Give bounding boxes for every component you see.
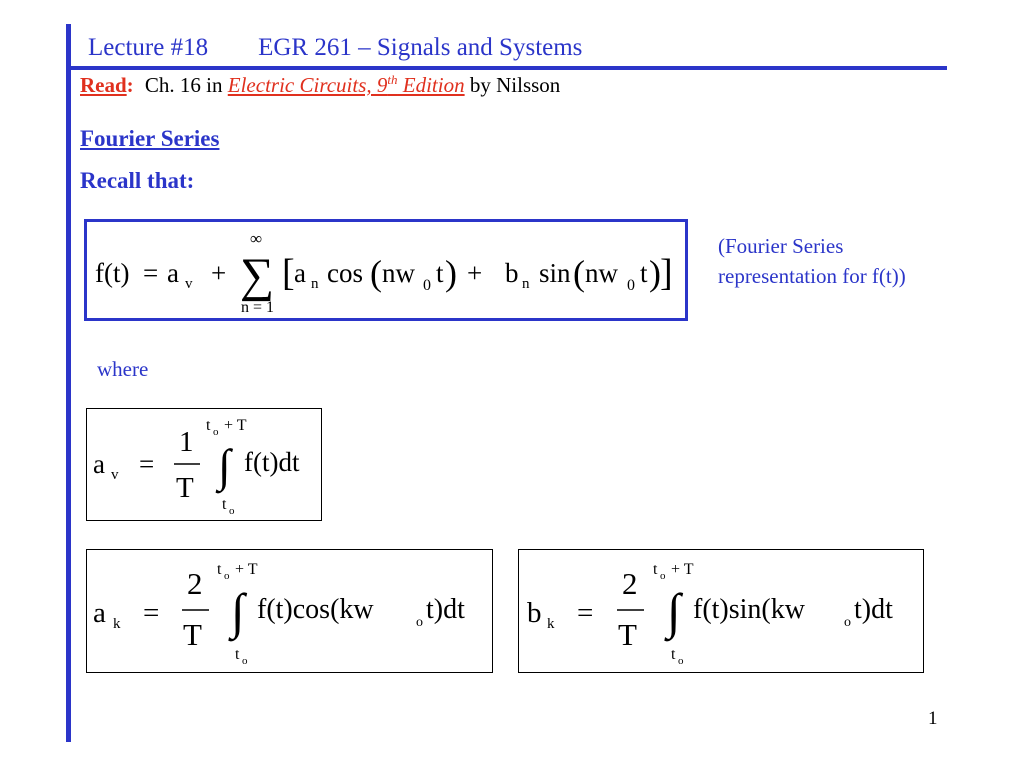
eq-n-subscript-a: n bbox=[311, 276, 319, 292]
course-name: EGR 261 – Signals and Systems bbox=[258, 34, 583, 61]
eq-lhs: f(t) bbox=[95, 258, 130, 288]
av-equation-box bbox=[86, 408, 322, 521]
ak-k-subscript: k bbox=[113, 616, 121, 632]
bk-b: b bbox=[527, 597, 542, 629]
ak-denominator: T bbox=[183, 617, 202, 652]
eq-plus-2: + bbox=[467, 258, 483, 288]
bk-integral-sign: ∫ bbox=[667, 583, 681, 639]
eq-sin: sin bbox=[539, 258, 571, 288]
bk-integrand-start: f(t)sin(kw bbox=[693, 594, 805, 625]
bk-numerator: 2 bbox=[622, 566, 638, 601]
eq-sin-zero: 0 bbox=[627, 277, 635, 294]
where-label: where bbox=[97, 357, 149, 381]
av-v-subscript: v bbox=[111, 467, 119, 483]
ak-upper-t: t bbox=[217, 561, 222, 578]
book-title: Electric Circuits, 9 bbox=[227, 73, 388, 97]
bk-upper-rest: + T bbox=[671, 561, 694, 578]
eq-sum-lower: n = 1 bbox=[241, 299, 275, 316]
eq-an: a bbox=[294, 258, 306, 288]
eq-cos-zero: 0 bbox=[423, 277, 431, 294]
ak-a: a bbox=[93, 597, 106, 629]
bk-equation-box bbox=[518, 549, 924, 673]
reading-assignment bbox=[80, 72, 560, 98]
eq-a: a bbox=[167, 258, 179, 288]
ak-lower-t: t bbox=[235, 646, 240, 663]
eq-plus: + bbox=[211, 258, 227, 288]
bk-denominator: T bbox=[618, 617, 637, 652]
bk-equals: = bbox=[577, 597, 594, 629]
eq-left-bracket: [ bbox=[282, 252, 295, 294]
eq-n-subscript-b: n bbox=[522, 276, 530, 292]
eq-sum-upper: ∞ bbox=[250, 229, 263, 248]
bk-equation bbox=[519, 550, 923, 672]
eq-bn: b bbox=[505, 258, 519, 288]
eq-cos-rparen: ) bbox=[445, 253, 457, 293]
eq-cos: cos bbox=[327, 258, 363, 288]
ak-integral-sign: ∫ bbox=[231, 583, 245, 639]
eq-sin-lparen: ( bbox=[573, 253, 585, 293]
chapter-text: Ch. 16 in bbox=[144, 73, 223, 97]
eq-cos-t: t bbox=[436, 258, 444, 288]
eq-v-subscript: v bbox=[185, 276, 193, 292]
eq-sigma: ∑ bbox=[240, 249, 275, 302]
av-integral-sign: ∫ bbox=[218, 440, 231, 491]
ak-w-subscript-o: o bbox=[416, 615, 423, 630]
note-line-2: representation for f(t)) bbox=[718, 264, 906, 288]
edition-superscript: th bbox=[387, 72, 398, 87]
av-lower-t: t bbox=[222, 496, 227, 513]
bk-lower-o: o bbox=[678, 655, 684, 667]
av-numerator: 1 bbox=[179, 426, 194, 458]
author-text: by Nilsson bbox=[469, 73, 561, 97]
fourier-series-equation bbox=[87, 222, 685, 318]
slide-title bbox=[88, 34, 582, 62]
av-integrand: f(t)dt bbox=[244, 447, 300, 477]
edition-word: Edition bbox=[397, 73, 465, 97]
ak-upper-o: o bbox=[224, 570, 230, 582]
eq-cos-nw: nw bbox=[382, 258, 415, 288]
bk-w-subscript-o: o bbox=[844, 615, 851, 630]
page-number: 1 bbox=[928, 708, 938, 729]
ak-equation bbox=[87, 550, 492, 672]
ak-integrand-end: t)dt bbox=[426, 594, 465, 625]
ak-lower-o: o bbox=[242, 655, 248, 667]
left-accent-bar bbox=[66, 24, 71, 742]
ak-equation-box bbox=[86, 549, 493, 673]
av-equals: = bbox=[139, 449, 155, 479]
bk-upper-t: t bbox=[653, 561, 658, 578]
bk-integrand-end: t)dt bbox=[854, 594, 893, 625]
av-upper-t: t bbox=[206, 417, 211, 434]
eq-right-bracket: ] bbox=[660, 252, 673, 294]
eq-sin-nw: nw bbox=[585, 258, 618, 288]
title-underline-bar bbox=[69, 66, 947, 70]
eq-equals: = bbox=[143, 258, 159, 288]
read-colon: : bbox=[126, 73, 134, 97]
bk-k-subscript: k bbox=[547, 616, 555, 632]
av-denominator: T bbox=[176, 472, 194, 504]
book-title-link[interactable] bbox=[228, 73, 465, 97]
section-heading-fourier: Fourier Series bbox=[80, 126, 220, 151]
fourier-note bbox=[718, 231, 906, 291]
av-upper-o: o bbox=[213, 426, 219, 438]
ak-numerator: 2 bbox=[187, 566, 203, 601]
section-heading-recall: Recall that: bbox=[80, 168, 195, 193]
ak-equals: = bbox=[143, 597, 160, 629]
av-a: a bbox=[93, 449, 105, 479]
lecture-number: Lecture #18 bbox=[88, 34, 209, 61]
ak-upper-rest: + T bbox=[235, 561, 258, 578]
eq-sin-t: t bbox=[640, 258, 648, 288]
eq-cos-lparen: ( bbox=[370, 253, 382, 293]
note-line-1: (Fourier Series bbox=[718, 234, 844, 258]
av-lower-o: o bbox=[229, 505, 235, 517]
bk-upper-o: o bbox=[660, 570, 666, 582]
av-upper-rest: + T bbox=[224, 417, 247, 434]
read-label: Read bbox=[80, 73, 127, 97]
eq-sin-rparen: ) bbox=[649, 253, 661, 293]
ak-integrand-start: f(t)cos(kw bbox=[257, 594, 374, 625]
av-equation bbox=[87, 409, 321, 520]
fourier-series-equation-box bbox=[84, 219, 688, 321]
bk-lower-t: t bbox=[671, 646, 676, 663]
